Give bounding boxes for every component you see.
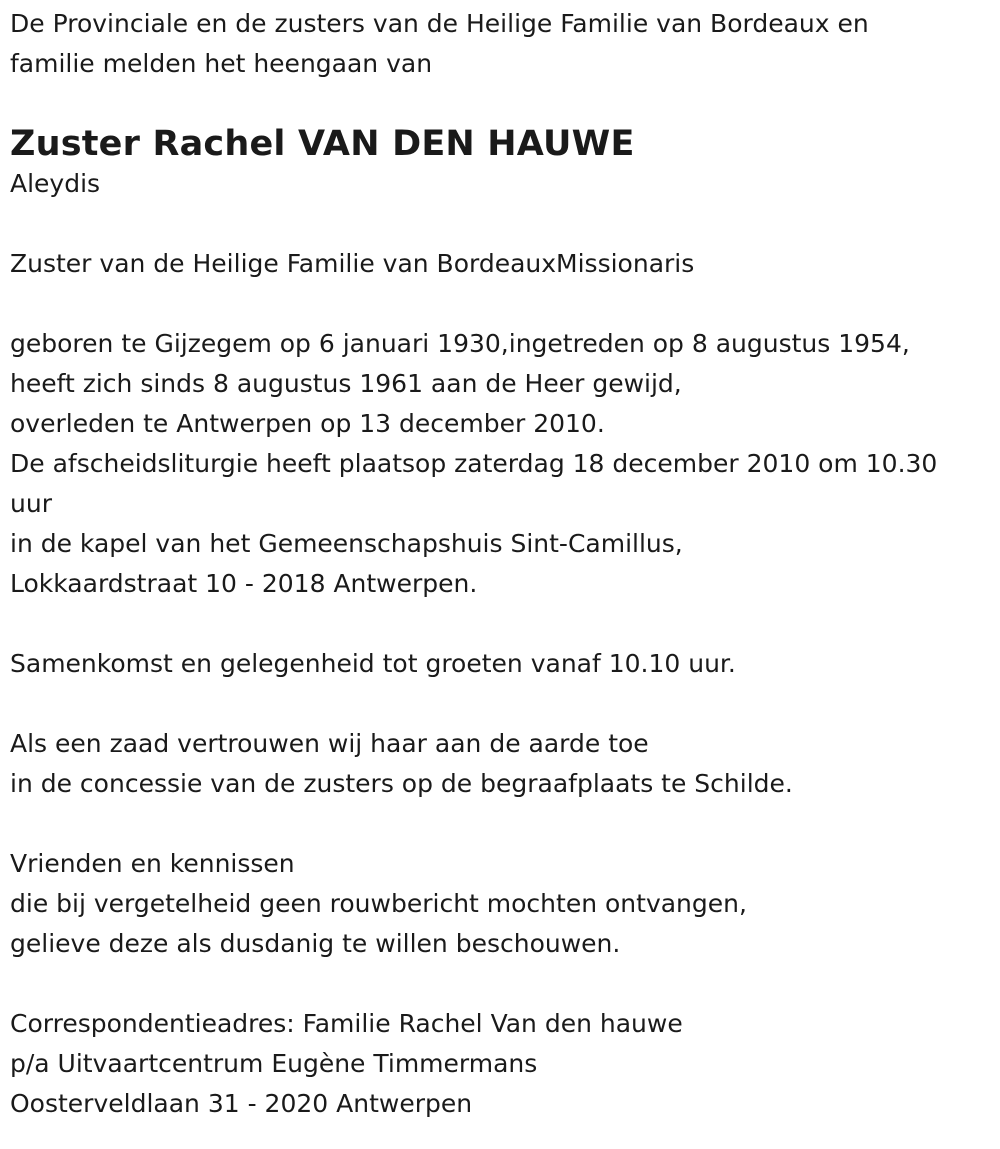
details-line: in de kapel van het Gemeenschapshuis Sint-Camillus, — [10, 529, 683, 558]
intro-section — [10, 4, 995, 84]
details-section — [10, 324, 995, 604]
intro-line: familie melden het heengaan van — [10, 49, 433, 78]
intro-line: De Provinciale en de zusters van de Heilige Familie van Bordeaux en — [10, 9, 869, 38]
details-line: De afscheidsliturgie heeft plaatsop zaterdag 18 december 2010 om 10.30 — [10, 449, 938, 478]
details-line: Lokkaardstraat 10 - 2018 Antwerpen. — [10, 569, 478, 598]
spacer — [10, 964, 995, 1004]
details-line: geboren te Gijzegem op 6 januari 1930,ingetreden op 8 augustus 1954, — [10, 329, 910, 358]
burial-line: Als een zaad vertrouwen wij haar aan de aarde toe — [10, 729, 649, 758]
spacer — [10, 284, 995, 324]
spacer — [10, 604, 995, 644]
notice-line: gelieve deze als dusdanig te willen beschouwen. — [10, 929, 621, 958]
deceased-name: Zuster Rachel VAN DEN HAUWE — [10, 124, 635, 164]
details-line: overleden te Antwerpen op 13 december 2010. — [10, 409, 605, 438]
notice-section — [10, 844, 995, 964]
spacer — [10, 204, 995, 244]
details-line: uur — [10, 489, 52, 518]
religious-name: Aleydis — [10, 169, 101, 198]
correspondence-line: Oosterveldlaan 31 - 2020 Antwerpen — [10, 1089, 473, 1118]
obituary-notice — [10, 0, 995, 1124]
correspondence-section — [10, 1004, 995, 1124]
correspondence-line: Correspondentieadres: Familie Rachel Van den hauwe — [10, 1009, 683, 1038]
spacer — [10, 804, 995, 844]
notice-line: Vrienden en kennissen — [10, 849, 295, 878]
correspondence-line: p/a Uitvaartcentrum Eugène Timmermans — [10, 1049, 538, 1078]
role-text: Zuster van de Heilige Familie van BordeauxMissionaris — [10, 249, 695, 278]
burial-line: in de concessie van de zusters op de begraafplaats te Schilde. — [10, 769, 793, 798]
details-line: heeft zich sinds 8 augustus 1961 aan de Heer gewijd, — [10, 369, 682, 398]
gathering-text: Samenkomst en gelegenheid tot groeten vanaf 10.10 uur. — [10, 649, 736, 678]
spacer — [10, 684, 995, 724]
notice-line: die bij vergetelheid geen rouwbericht mochten ontvangen, — [10, 889, 747, 918]
burial-section — [10, 724, 995, 804]
